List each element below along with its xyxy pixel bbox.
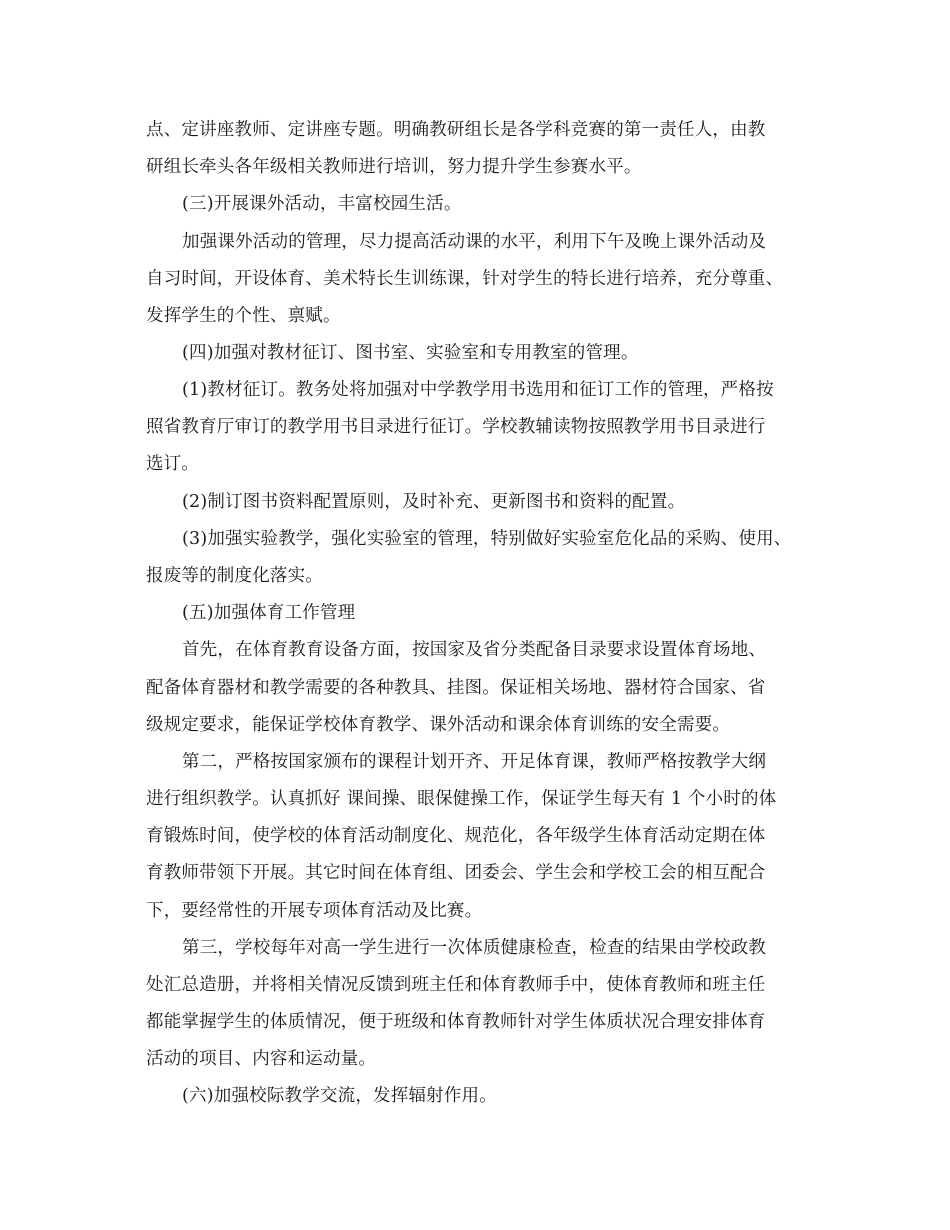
text-line: 选订。	[146, 454, 200, 474]
text-line: 级规定要求，能保证学校体育教学、课外活动和课余体育训练的安全需要。	[146, 715, 731, 735]
text-line: 下，要经常性的开展专项体育活动及比赛。	[146, 901, 483, 921]
text-line: 报废等的制度化落实。	[146, 566, 323, 586]
text-line: 点、定讲座教师、定讲座专题。明确教研组长是各学科竞赛的第一责任人，由教	[146, 120, 766, 140]
text-line: 育锻炼时间，使学校的体育活动制度化、规范化，各年级学生体育活动定期在体	[146, 826, 766, 846]
text-line: 第二，严格按国家颁布的课程计划开齐、开足体育课，教师严格按教学大纲	[182, 752, 767, 772]
text-line: 活动的项目、内容和运动量。	[146, 1049, 377, 1069]
section-heading: (五)加强体育工作管理	[182, 603, 356, 623]
text-line: (2)制订图书资料配置原则，及时补充、更新图书和资料的配置。	[182, 492, 686, 512]
section-heading: (六)加强校际教学交流，发挥辐射作用。	[182, 1086, 497, 1106]
text-line: 处汇总造册，并将相关情况反馈到班主任和体育教师手中，使体育教师和班主任	[146, 975, 766, 995]
text-line: 自习时间，开设体育、美术特长生训练课，针对学生的特长进行培养，充分尊重、	[146, 269, 784, 289]
text-line: (3)加强实验教学，强化实验室的管理，特别做好实验室危化品的采购、使用、	[182, 529, 792, 549]
text-line: 加强课外活动的管理，尽力提高活动课的水平，利用下午及晚上课外活动及	[182, 232, 767, 252]
text-line: 进行组织教学。认真抓好 课间操、眼保健操工作，保证学生每天有 1 个小时的体	[146, 789, 777, 809]
text-line: 研组长牵头各年级相关教师进行培训，努力提升学生参赛水平。	[146, 157, 642, 177]
text-line: 第三，学校每年对高一学生进行一次体质健康检查，检查的结果由学校政教	[182, 938, 767, 958]
text-line: 发挥学生的个性、禀赋。	[146, 306, 341, 326]
section-heading: (三)开展课外活动，丰富校园生活。	[182, 194, 462, 214]
text-line: 首先，在体育教育设备方面，按国家及省分类配备目录要求设置体育场地、	[182, 640, 767, 660]
text-line: 配备体育器材和教学需要的各种教具、挂图。保证相关场地、器材符合国家、省	[146, 678, 766, 698]
text-line: 育教师带领下开展。其它时间在体育组、团委会、学生会和学校工会的相互配合	[146, 863, 766, 883]
text-line: 都能掌握学生的体质情况，便于班级和体育教师针对学生体质状况合理安排体育	[146, 1012, 766, 1032]
section-heading: (四)加强对教材征订、图书室、实验室和专用教室的管理。	[182, 343, 639, 363]
text-line: (1)教材征订。教务处将加强对中学教学用书选用和征订工作的管理，严格按	[182, 380, 774, 400]
text-line: 照省教育厅审订的教学用书目录进行征订。学校教辅读物按照教学用书目录进行	[146, 417, 766, 437]
